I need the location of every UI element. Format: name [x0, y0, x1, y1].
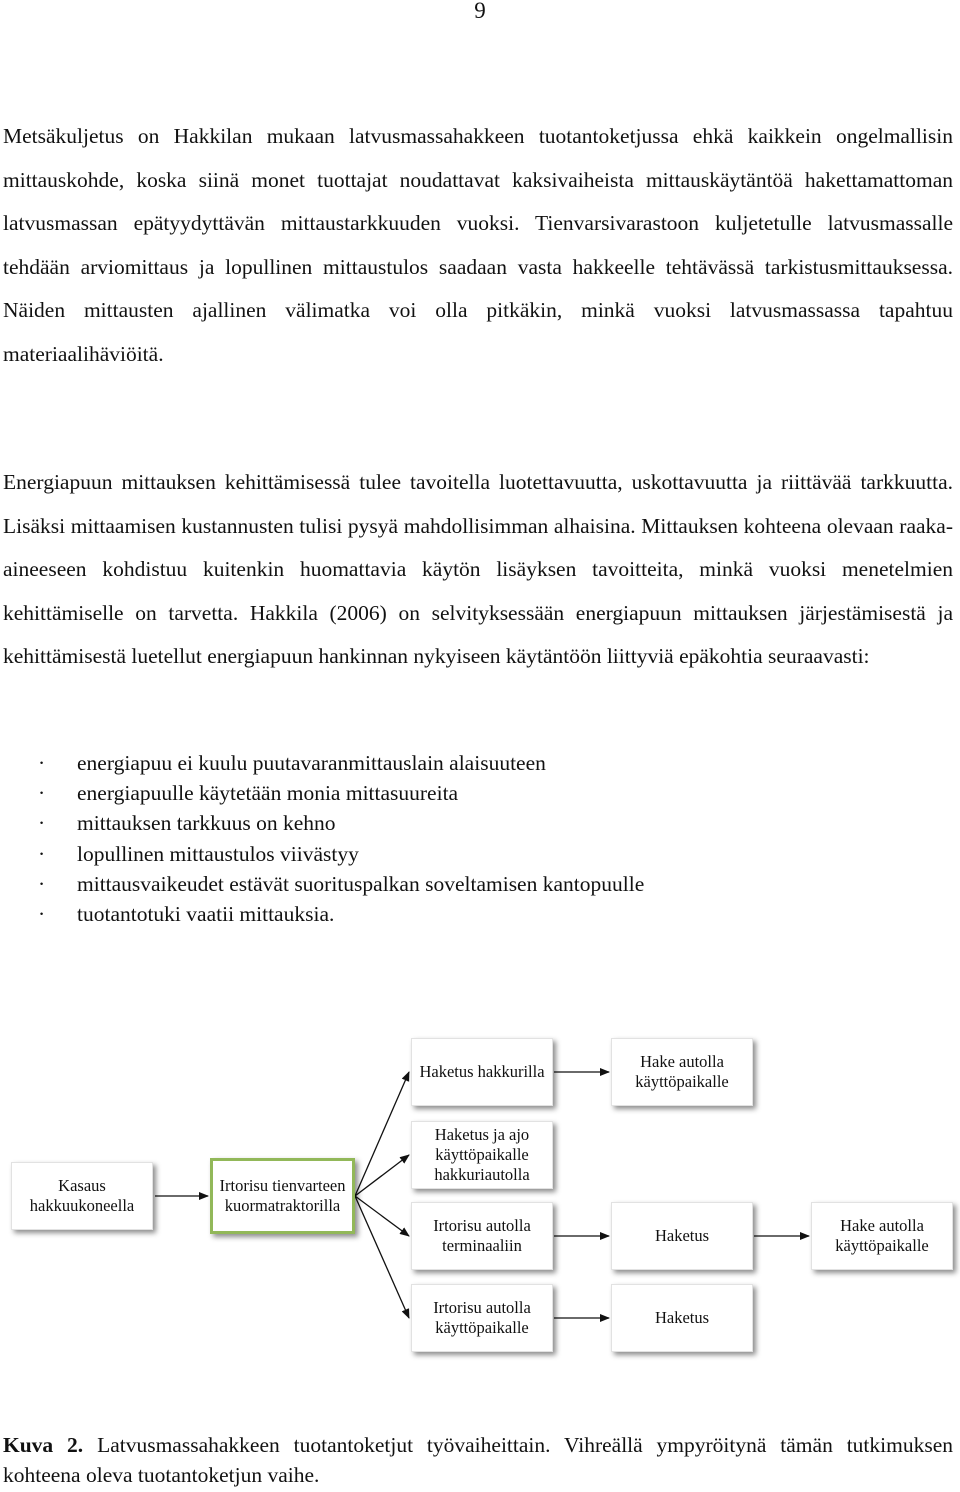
arrow-irtorisu-to-terminaali	[355, 1196, 409, 1236]
page-number: 9	[474, 0, 486, 23]
paragraph-2: Energiapuun mittauksen kehittämisessä tulee tavoitella luotettavuutta, uskottavuutta ja riittävää tarkkuutta. Lisäksi mittaamisen kustannusten tulisi pysyä mahdollisimman alhaisina. Mittauksen kohteena olevaan raaka-aineeseen kohdistuu kuitenkin huomattavia käytön lisäyksen tavoitteita, minkä vuoksi menetelmien kehittämiselle on tarvetta. Hakkila (2006) on selvityksessään energiapuun mittauksen järjestämisestä ja kehittämisestä luetellut energiapuun hankinnan nykyiseen käytäntöön liittyviä epäkohtia seuraavasti:	[3, 470, 953, 668]
box-haketus-ja-ajo: Haketus ja ajo käyttöpaikalle hakkuriautolla	[411, 1121, 553, 1189]
caption-label: Kuva 2.	[3, 1433, 84, 1457]
box-hake-autolla-kayttopaikalle-1: Hake autolla käyttöpaikalle	[611, 1038, 753, 1106]
bullet-marker: ·	[38, 871, 46, 896]
figure-caption	[3, 1431, 953, 1490]
bullet-marker: ·	[38, 781, 46, 806]
box-haketus-terminaali: Haketus	[611, 1202, 753, 1270]
list-item: · energiapuu ei kuulu puutavaranmittauslain alaisuuteen	[0, 748, 644, 778]
arrow-irtorisu-to-haketus-ajo	[355, 1155, 409, 1196]
box-kasaus-hakkuukoneella: Kasaus hakkuukoneella	[11, 1162, 153, 1230]
arrow-irtorisu-to-kayttopaikka	[355, 1196, 409, 1318]
box-haketus-hakkurilla: Haketus hakkurilla	[411, 1038, 553, 1106]
box-hake-autolla-kayttopaikalle-2: Hake autolla käyttöpaikalle	[811, 1202, 953, 1270]
bullet-marker: ·	[38, 841, 46, 866]
box-haketus-kayttopaikka: Haketus	[611, 1284, 753, 1352]
bullet-marker: ·	[38, 901, 46, 926]
list-item: · mittausvaikeudet estävät suorituspalkan soveltamisen kantopuulle	[0, 869, 644, 899]
box-irtorisu-tienvarteen: Irtorisu tienvarteen kuormatraktorilla	[210, 1158, 355, 1234]
box-irtorisu-terminaaliin: Irtorisu autolla terminaaliin	[411, 1202, 553, 1270]
paragraph-1: Metsäkuljetus on Hakkilan mukaan latvusmassahakkeen tuotantoketjussa ehkä kaikkein ongelmallisin mittauskohde, koska siinä monet tuottajat noudattavat kaksivaiheista mittauskäytäntöä hakettamattoman latvusmassan epätyydyttävän mittaustarkkuuden vuoksi. Tienvarsivarastoon kuljetetulle latvusmassalle tehdään arviomittaus ja lopullinen mittaustulos saadaan vasta hakkeelle tehtävässä tarkistusmittauksessa. Näiden mittausten ajallinen välimatka voi olla pitkäkin, minkä vuoksi latvusmassassa tapahtuu materiaalihäviöitä.	[3, 124, 953, 366]
caption-text: Latvusmassahakkeen tuotantoketjut työvaiheittain. Vihreällä ympyröitynä tämän tutkimuksen kohteena oleva tuotantoketjun vaihe.	[3, 1433, 953, 1487]
list-item: · lopullinen mittaustulos viivästyy	[0, 839, 644, 869]
box-irtorisu-kayttopaikalle: Irtorisu autolla käyttöpaikalle	[411, 1284, 553, 1352]
bullet-marker: ·	[38, 811, 46, 836]
list-item: · mittauksen tarkkuus on kehno	[0, 808, 644, 838]
list-item: · energiapuulle käytetään monia mittasuureita	[0, 778, 644, 808]
list-item: · tuotantotuki vaatii mittauksia.	[0, 899, 644, 929]
bullet-marker: ·	[38, 751, 46, 775]
arrow-irtorisu-to-haketus-hakkurilla	[355, 1072, 409, 1196]
